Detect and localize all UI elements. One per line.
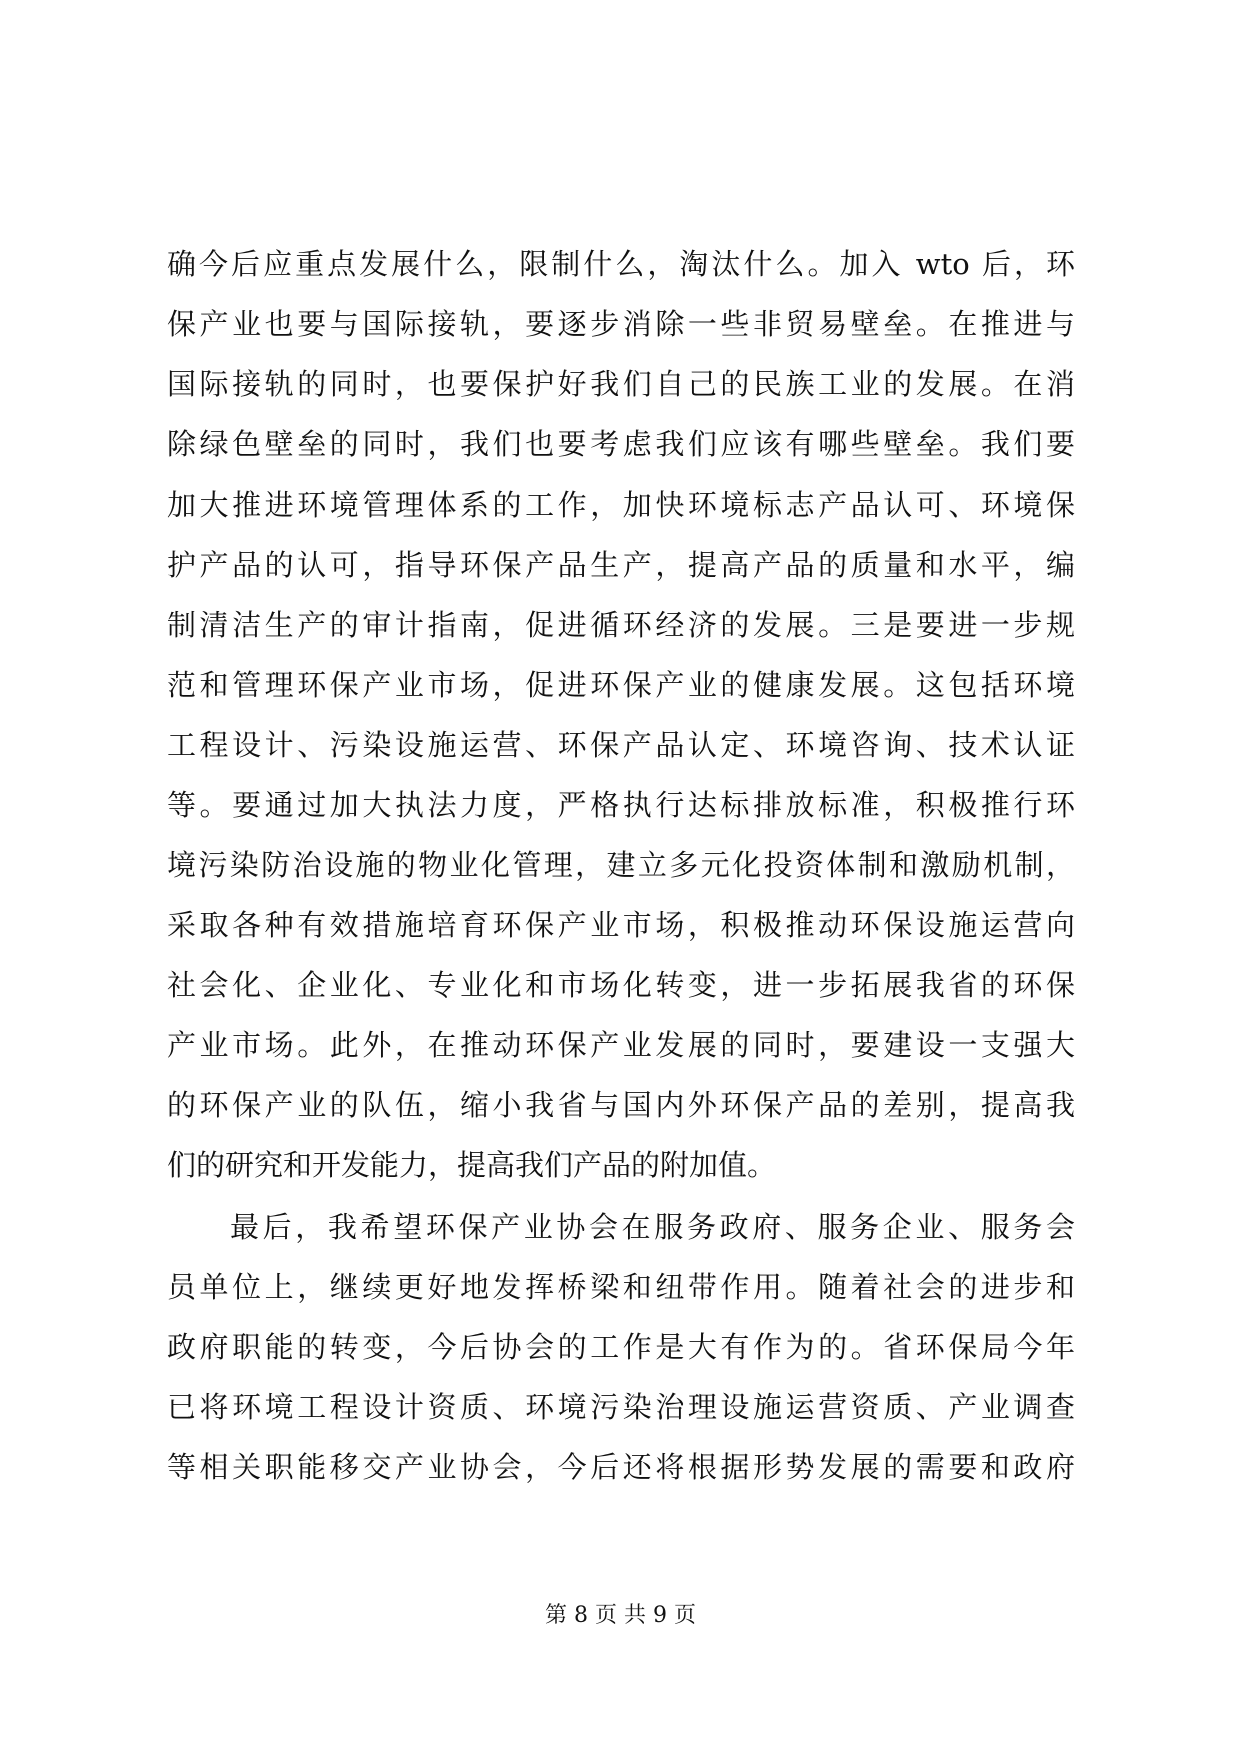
paragraph-line: 采取各种有效措施培育环保产业市场，积极推动环保设施运营向 xyxy=(167,908,1075,942)
paragraph-line: 最后，我希望环保产业协会在服务政府、服务企业、服务会 xyxy=(230,1210,1075,1244)
paragraph-line: 的环保产业的队伍，缩小我省与国内外环保产品的差别，提高我 xyxy=(167,1088,1075,1122)
paragraph-line: 确今后应重点发展什么，限制什么，淘汰什么。加入 wto 后，环 xyxy=(167,247,1075,281)
paragraph-line: 除绿色壁垒的同时，我们也要考虑我们应该有哪些壁垒。我们要 xyxy=(167,427,1075,461)
paragraph-line: 产业市场。此外，在推动环保产业发展的同时，要建设一支强大 xyxy=(167,1028,1075,1062)
paragraph-line: 社会化、企业化、专业化和市场化转变，进一步拓展我省的环保 xyxy=(167,968,1075,1002)
paragraph-line: 等相关职能移交产业协会，今后还将根据形势发展的需要和政府 xyxy=(167,1450,1075,1484)
paragraph-line: 加大推进环境管理体系的工作，加快环境标志产品认可、环境保 xyxy=(167,488,1075,522)
paragraph-line: 保产业也要与国际接轨，要逐步消除一些非贸易壁垒。在推进与 xyxy=(167,307,1075,341)
paragraph-line: 工程设计、污染设施运营、环保产品认定、环境咨询、技术认证 xyxy=(167,728,1075,762)
paragraph-line: 等。要通过加大执法力度，严格执行达标排放标准，积极推行环 xyxy=(167,788,1075,822)
paragraph-line: 已将环境工程设计资质、环境污染治理设施运营资质、产业调查 xyxy=(167,1390,1075,1424)
paragraph-line: 政府职能的转变，今后协会的工作是大有作为的。省环保局今年 xyxy=(167,1330,1075,1364)
paragraph-line: 境污染防治设施的物业化管理，建立多元化投资体制和激励机制， xyxy=(167,848,1075,882)
paragraph-line: 制清洁生产的审计指南，促进循环经济的发展。三是要进一步规 xyxy=(167,608,1075,642)
paragraph-line: 范和管理环保产业市场，促进环保产业的健康发展。这包括环境 xyxy=(167,668,1075,702)
page-number-footer: 第 8 页 共 9 页 xyxy=(545,1603,696,1628)
paragraph-line: 护产品的认可，指导环保产品生产，提高产品的质量和水平，编 xyxy=(167,548,1075,582)
paragraph-line: 国际接轨的同时，也要保护好我们自己的民族工业的发展。在消 xyxy=(167,367,1075,401)
paragraph-line: 员单位上，继续更好地发挥桥梁和纽带作用。随着社会的进步和 xyxy=(167,1270,1075,1304)
paragraph-line: 们的研究和开发能力，提高我们产品的附加值。 xyxy=(167,1148,777,1182)
